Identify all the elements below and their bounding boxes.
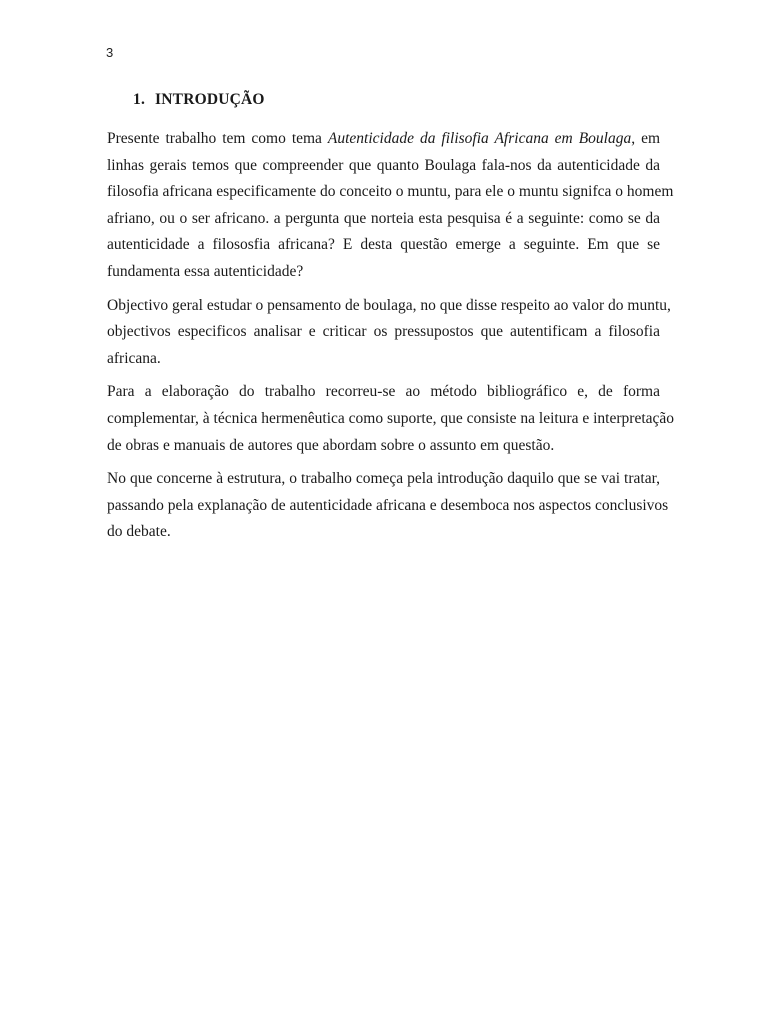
text-line: Objectivo geral estudar o pensamento de boulaga, no que disse respeito ao valor do muntu, bbox=[107, 296, 671, 314]
text-line: No que concerne à estrutura, o trabalho começa pela introdução daquilo que se vai tratar, bbox=[107, 470, 660, 488]
text-line: fundamenta essa autenticidade? bbox=[107, 262, 304, 280]
document-body bbox=[107, 126, 675, 553]
paragraph bbox=[107, 379, 675, 459]
page-number: 3 bbox=[106, 45, 114, 60]
paragraph bbox=[107, 126, 674, 286]
section-number: 1. bbox=[133, 91, 146, 108]
text-line: linhas gerais temos que compreender que quanto Boulaga fala-nos da autenticidade da bbox=[107, 156, 660, 174]
section-heading bbox=[133, 91, 265, 109]
text-line: afriano, ou o ser africano. a pergunta que norteia esta pesquisa é a seguinte: como se da bbox=[107, 209, 660, 227]
text-line: complementar, à técnica hermenêutica como suporte, que consiste na leitura e interpretação bbox=[107, 409, 675, 427]
text-line: do debate. bbox=[107, 523, 171, 541]
text-line: de obras e manuais de autores que abordam sobre o assunto em questão. bbox=[107, 436, 555, 454]
paragraph bbox=[107, 466, 669, 546]
text-line: africana. bbox=[107, 349, 161, 367]
text-line: Para a elaboração do trabalho recorreu-se ao método bibliográfico e, de forma bbox=[107, 383, 660, 401]
italic-title: Autenticidade da filisofia Africana em Boulaga bbox=[327, 130, 632, 147]
text-line: filosofia africana especificamente do conceito o muntu, para ele o muntu signifca o homem bbox=[107, 183, 674, 201]
text-line: objectivos especificos analisar e criticar os pressupostos que autentificam a filosofia bbox=[107, 323, 660, 341]
text-line: passando pela explanação de autenticidade africana e desemboca nos aspectos conclusivos bbox=[107, 496, 669, 514]
paragraph bbox=[107, 293, 671, 373]
section-title: INTRODUÇÃO bbox=[155, 91, 265, 108]
text-line: autenticidade a filososfia africana? E desta questão emerge a seguinte. Em que se bbox=[107, 236, 660, 254]
text-line: Presente trabalho tem como tema Autenticidade da filisofia Africana em Boulaga, em bbox=[107, 130, 661, 147]
